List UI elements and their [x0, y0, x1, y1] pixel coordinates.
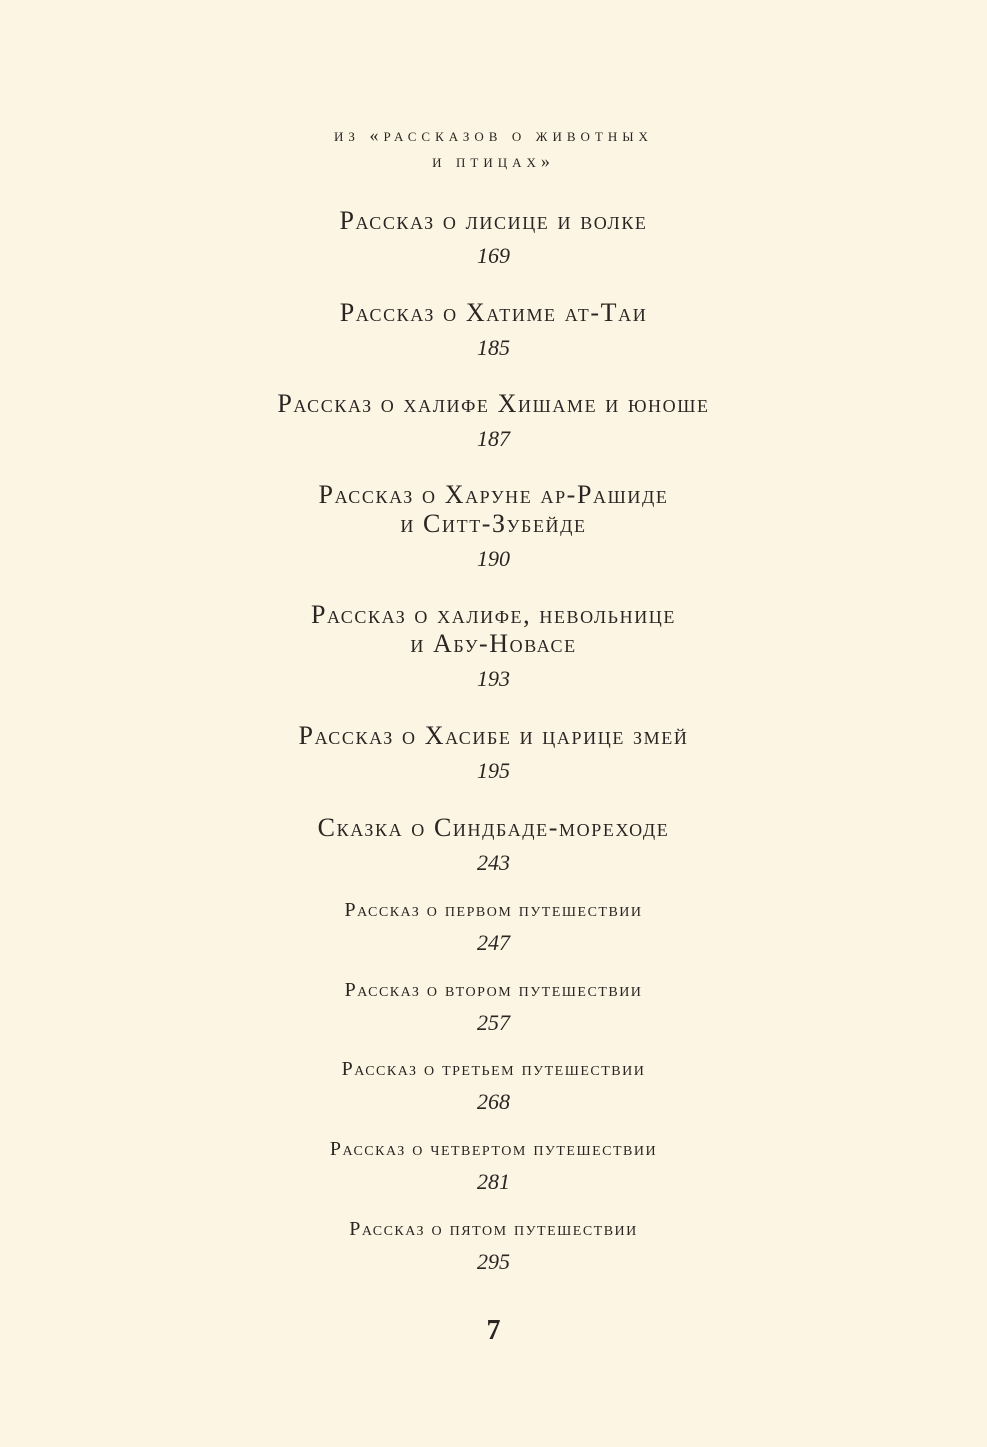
toc-entry-title [0, 480, 987, 538]
toc-entry-title-line: Сказка о Синдбаде-мореходе [317, 813, 670, 842]
toc-entry-title-line: Рассказ о лисице и волке [339, 206, 648, 235]
toc-entry-title [0, 298, 987, 327]
section-heading-line-2: и птицах» [432, 151, 555, 171]
toc-entry-page-number: 185 [477, 335, 510, 360]
toc-entry-page-number: 195 [477, 758, 510, 783]
toc-entry-title-line: и Ситт-Зубейде [400, 509, 587, 538]
toc-subentry-page-number: 295 [477, 1249, 510, 1274]
toc-entry-title-line: Рассказ о халифе Хишаме и юноше [277, 389, 710, 418]
toc-subentry-title: Рассказ о пятом путешествии [349, 1218, 638, 1240]
section-heading-line-1: из «рассказов о животных [334, 125, 653, 145]
toc-subentry[interactable] [0, 1057, 987, 1115]
toc-entry-title [0, 206, 987, 235]
toc-entry-title [0, 600, 987, 658]
page-number: 7 [486, 1315, 501, 1346]
toc-entry[interactable] [0, 813, 987, 876]
toc-entry-title [0, 389, 987, 418]
toc-entry-title-line: Рассказ о Хатиме ат-Таи [339, 298, 648, 327]
toc-entry[interactable] [0, 389, 987, 452]
toc-entry[interactable] [0, 298, 987, 361]
toc-entry-page-number: 190 [477, 546, 510, 571]
toc-subentry-title: Рассказ о втором путешествии [344, 979, 643, 1001]
toc-subentry[interactable] [0, 978, 987, 1036]
toc-subentry-page-number: 268 [477, 1089, 510, 1114]
toc-entry[interactable] [0, 206, 987, 269]
toc-subentry-page-number: 257 [477, 1010, 510, 1035]
toc-entry-title [0, 721, 987, 750]
toc-subentry-page-number: 247 [477, 930, 510, 955]
toc-entry-title-line: Рассказ о халифе, невольнице [310, 600, 676, 629]
toc-entry[interactable] [0, 600, 987, 692]
toc-entry[interactable] [0, 480, 987, 572]
toc-subentry-title: Рассказ о третьем путешествии [341, 1058, 646, 1080]
toc-subentry[interactable] [0, 1137, 987, 1195]
toc-subentry[interactable] [0, 1217, 987, 1275]
toc-entry-page-number: 243 [477, 850, 510, 875]
toc-subentry-title: Рассказ о четвертом путешествии [329, 1138, 658, 1160]
toc-entry-title-line: Рассказ о Хасибе и царице змей [298, 721, 689, 750]
toc-entry-title [0, 813, 987, 842]
toc-entry-title-line: Рассказ о Харуне ар-Рашиде [318, 480, 669, 509]
toc-entry-page-number: 187 [477, 426, 510, 451]
toc-subentry-page-number: 281 [477, 1169, 510, 1194]
toc-entry-page-number: 169 [477, 243, 510, 268]
toc-entry-page-number: 193 [477, 666, 510, 691]
section-heading [0, 122, 987, 174]
toc-subentry-title: Рассказ о первом путешествии [344, 899, 643, 921]
toc-entry-title-line: и Абу-Новасе [410, 629, 577, 658]
toc-subentry[interactable] [0, 898, 987, 956]
toc-entry[interactable] [0, 721, 987, 784]
